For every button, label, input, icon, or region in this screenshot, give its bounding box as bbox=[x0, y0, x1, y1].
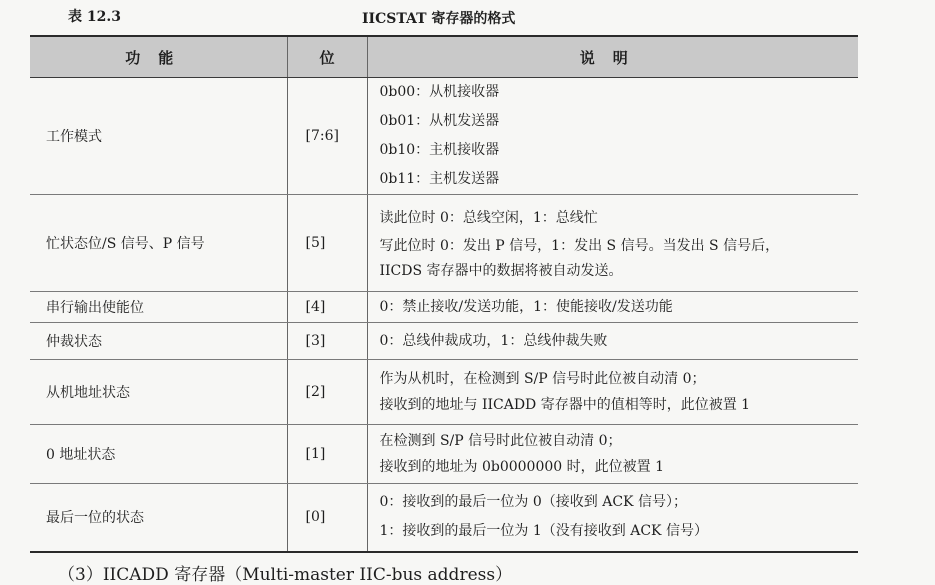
description-line: 0b11：主机发送器 bbox=[379, 171, 500, 187]
description-line: 接收到的地址为 0b0000000 时，此位被置 1 bbox=[379, 459, 664, 475]
row-description bbox=[367, 425, 858, 484]
table-row bbox=[30, 195, 858, 292]
next-section-heading: （3）IICADD 寄存器（Multi-master IIC-bus address） bbox=[58, 565, 513, 585]
row-function: 串行输出使能位 bbox=[30, 292, 287, 323]
description-line: 在检测到 S/P 信号时此位被自动清 0； bbox=[379, 433, 622, 449]
row-function: 最后一位的状态 bbox=[30, 484, 287, 552]
description-line: 读此位时 0：总线空闲，1：总线忙 bbox=[379, 210, 598, 226]
row-bit: [0] bbox=[287, 484, 367, 552]
row-function: 忙状态位/S 信号、P 信号 bbox=[30, 195, 287, 292]
table-row bbox=[30, 292, 858, 323]
row-description bbox=[367, 78, 858, 195]
header-function: 功能 bbox=[30, 36, 287, 78]
row-description bbox=[367, 360, 858, 425]
description-line: 0：总线仲裁成功，1：总线仲裁失败 bbox=[379, 333, 608, 349]
description-line: IICDS 寄存器中的数据将被自动发送。 bbox=[379, 263, 623, 279]
row-bit: [4] bbox=[287, 292, 367, 323]
table-row bbox=[30, 484, 858, 552]
header-row bbox=[30, 36, 858, 78]
row-description bbox=[367, 323, 858, 360]
table-row bbox=[30, 360, 858, 425]
row-description bbox=[367, 484, 858, 552]
row-function: 从机地址状态 bbox=[30, 360, 287, 425]
table-number: 表 12.3 bbox=[68, 9, 121, 25]
description-line: 作为从机时，在检测到 S/P 信号时此位被自动清 0； bbox=[379, 371, 706, 387]
row-function: 工作模式 bbox=[30, 78, 287, 195]
description-line: 接收到的地址与 IICADD 寄存器中的值相等时，此位被置 1 bbox=[379, 397, 751, 413]
iicstat-table bbox=[30, 35, 858, 553]
row-bit: [7:6] bbox=[287, 78, 367, 195]
row-bit: [5] bbox=[287, 195, 367, 292]
description-line: 0：接收到的最后一位为 0（接收到 ACK 信号）； bbox=[379, 494, 687, 511]
row-description bbox=[367, 292, 858, 323]
description-line: 0b10：主机接收器 bbox=[379, 142, 500, 158]
description-line: 0：禁止接收/发送功能，1：使能接收/发送功能 bbox=[379, 299, 673, 315]
row-description bbox=[367, 195, 858, 292]
description-line: 写此位时 0：发出 P 信号，1：发出 S 信号。当发出 S 信号后， bbox=[379, 238, 780, 254]
row-function: 仲裁状态 bbox=[30, 323, 287, 360]
table-row bbox=[30, 323, 858, 360]
row-bit: [1] bbox=[287, 425, 367, 484]
table-row bbox=[30, 425, 858, 484]
header-description: 说明 bbox=[367, 36, 858, 78]
row-function: 0 地址状态 bbox=[30, 425, 287, 484]
description-line: 0b00：从机接收器 bbox=[379, 84, 500, 100]
header-bit: 位 bbox=[287, 36, 367, 78]
description-line: 0b01：从机发送器 bbox=[379, 113, 500, 129]
row-bit: [2] bbox=[287, 360, 367, 425]
description-line: 1：接收到的最后一位为 1（没有接收到 ACK 信号） bbox=[379, 523, 708, 540]
row-bit: [3] bbox=[287, 323, 367, 360]
table-row bbox=[30, 78, 858, 195]
table-title: IICSTAT 寄存器的格式 bbox=[362, 11, 516, 27]
